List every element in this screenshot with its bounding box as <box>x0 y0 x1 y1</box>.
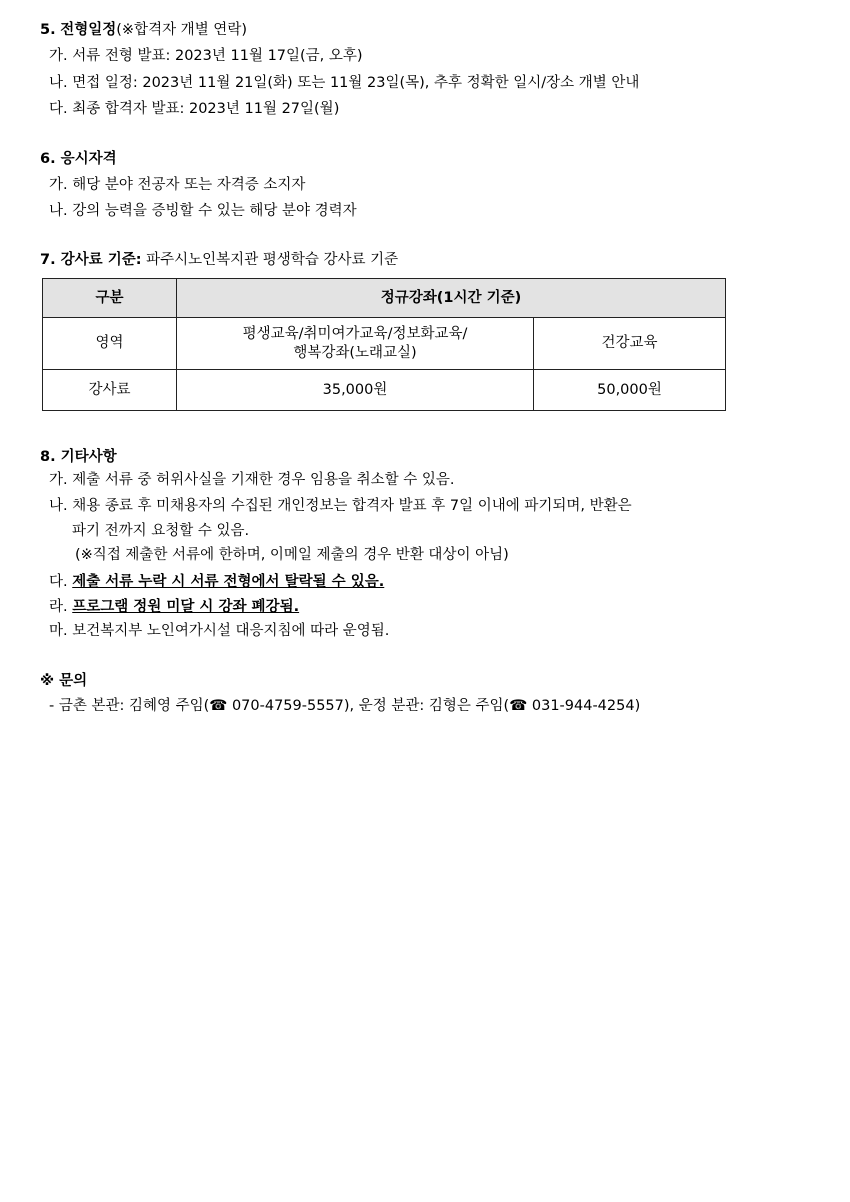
table-row <box>43 318 726 370</box>
fee-table-area-label: 영역 <box>43 318 177 370</box>
section-8-item-da-text: 제출 서류 누락 시 서류 전형에서 탈락될 수 있음. <box>72 574 385 590</box>
fee-table <box>42 278 726 411</box>
section-8-item-ma: 마. 보건복지부 노인여가시설 대응지침에 따라 운영됨. <box>49 623 390 639</box>
section-8-item-ra <box>49 597 299 617</box>
section-6-item-ga: 가. 해당 분야 전공자 또는 자격증 소지자 <box>49 177 306 193</box>
fee-table-area-general-line2: 행복강좌(노래교실) <box>293 344 417 361</box>
section-7-desc: 파주시노인복지관 평생학습 강사료 기준 <box>141 252 399 268</box>
fee-table-fee-health: 50,000원 <box>534 370 726 411</box>
fee-table-area-general <box>177 318 534 370</box>
fee-table-area-health: 건강교육 <box>534 318 726 370</box>
section-5-item-na: 나. 면접 일정: 2023년 11월 21일(화) 또는 11월 23일(목), 추후 정확한 일시/장소 개별 안내 <box>49 75 640 91</box>
inquiry-contact: - 금촌 본관: 김혜영 주임(☎ 070-4759-5557), 운정 분관: 김형은 주임(☎ 031-944-4254) <box>49 698 641 714</box>
section-5-heading: 전형일정 <box>60 22 117 38</box>
section-8-title: 8. 기타사항 <box>40 449 117 465</box>
section-5-note: (※합격자 개별 연락) <box>116 22 247 38</box>
table-row <box>43 370 726 411</box>
fee-table-fee-general: 35,000원 <box>177 370 534 411</box>
section-8-item-na-cont: 파기 전까지 요청할 수 있음. <box>72 523 250 539</box>
section-8-item-na-note: (※직접 제출한 서류에 한하며, 이메일 제출의 경우 반환 대상이 아님) <box>75 547 509 563</box>
section-8-item-ra-text: 프로그램 정원 미달 시 강좌 폐강됨. <box>72 599 300 615</box>
fee-table-header-row <box>43 279 726 318</box>
section-7-heading: 7. 강사료 기준: <box>40 252 142 268</box>
section-6-item-na: 나. 강의 능력을 증빙할 수 있는 해당 분야 경력자 <box>49 203 357 219</box>
section-8-item-da <box>49 572 384 592</box>
section-8-item-ga: 가. 제출 서류 중 허위사실을 기재한 경우 임용을 취소할 수 있음. <box>49 472 455 488</box>
section-7-title <box>40 250 398 270</box>
fee-table-header-category: 구분 <box>43 279 177 318</box>
fee-table-area-general-line1: 평생교육/취미여가교육/정보화교육/ <box>242 325 468 342</box>
section-5-title <box>40 20 247 40</box>
fee-table-fee-label: 강사료 <box>43 370 177 411</box>
section-5-item-ga: 가. 서류 전형 발표: 2023년 11월 17일(금, 오후) <box>49 48 363 64</box>
section-6-title: 6. 응시자격 <box>40 151 117 167</box>
inquiry-title: ※ 문의 <box>40 673 88 689</box>
section-8-item-na: 나. 채용 종료 후 미채용자의 수집된 개인정보는 합격자 발표 후 7일 이내에 파기되며, 반환은 <box>49 498 632 514</box>
section-8-item-da-prefix: 다. <box>49 574 73 590</box>
fee-table-header-regular: 정규강좌(1시간 기준) <box>177 279 726 318</box>
section-8-item-ra-prefix: 라. <box>49 599 73 615</box>
section-5-number: 5. <box>40 22 56 38</box>
section-5-item-da: 다. 최종 합격자 발표: 2023년 11월 27일(월) <box>49 101 340 117</box>
